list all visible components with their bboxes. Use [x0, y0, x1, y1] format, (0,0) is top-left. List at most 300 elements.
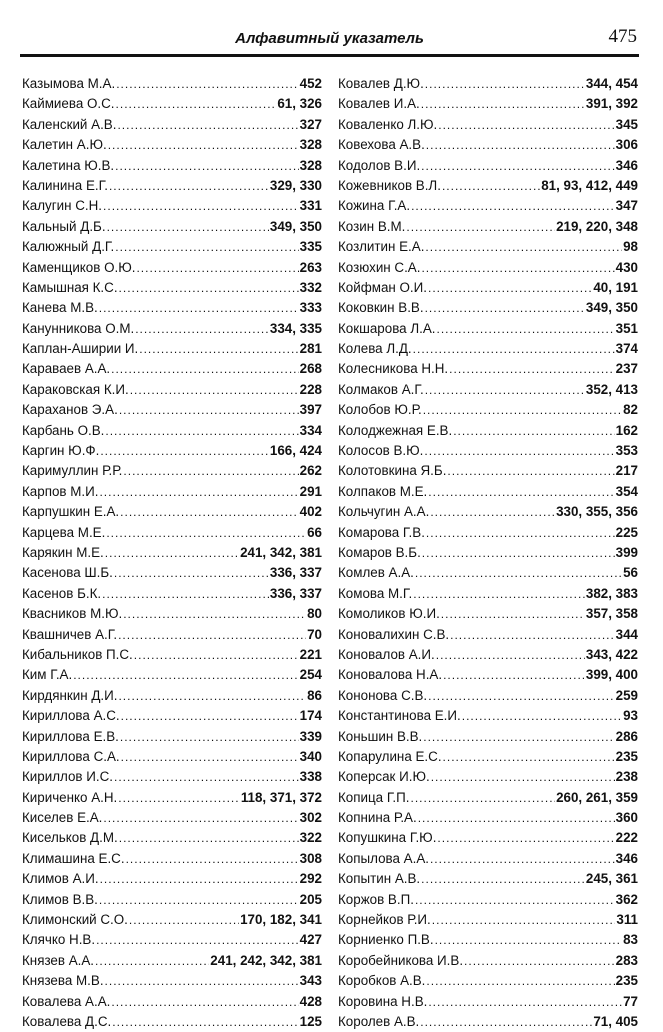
index-columns	[22, 74, 638, 1032]
entry-pages: 98	[623, 239, 638, 255]
entry-name: Квасников М.Ю.	[22, 606, 123, 622]
entry-name: Копушкина Г.Ю.	[338, 830, 437, 846]
entry-name: Колмаков А.Г.	[338, 381, 424, 397]
entry-name: Колоджежная Е.В.	[338, 422, 453, 438]
entry-pages: 353	[615, 443, 638, 459]
dot-leader	[111, 992, 298, 1012]
dot-leader	[116, 94, 277, 114]
index-column-left	[22, 74, 322, 1032]
entry-pages: 311	[616, 912, 638, 928]
index-entry	[22, 258, 322, 278]
index-entry	[22, 74, 322, 94]
index-entry	[22, 992, 322, 1012]
dot-leader	[103, 196, 299, 216]
index-entry	[338, 625, 638, 645]
entry-pages: 336, 337	[269, 585, 322, 601]
dot-leader	[426, 523, 615, 543]
entry-pages: 66	[307, 524, 322, 540]
entry-name: Ковалева А.А.	[22, 993, 111, 1009]
entry-pages: 306	[615, 137, 638, 153]
dot-leader	[100, 441, 269, 461]
entry-pages: 308	[299, 850, 322, 866]
entry-pages: 241, 342, 381	[240, 544, 322, 560]
entry-name: Климов А.И.	[22, 871, 99, 887]
index-entry	[22, 115, 322, 135]
entry-pages: 221	[299, 646, 322, 662]
entry-name: Копытин А.В.	[338, 871, 421, 887]
entry-pages: 235	[615, 973, 638, 989]
index-entry	[338, 176, 638, 196]
index-entry	[338, 94, 638, 114]
entry-name: Коновалов А.И.	[338, 646, 435, 662]
entry-pages: 336, 337	[269, 565, 322, 581]
index-entry	[22, 604, 322, 624]
entry-pages: 174	[299, 708, 322, 724]
entry-pages: 241, 242, 342, 381	[210, 952, 322, 968]
entry-name: Кириллова С.А.	[22, 748, 120, 764]
index-entry	[338, 1012, 638, 1032]
index-entry	[22, 869, 322, 889]
dot-leader	[411, 196, 615, 216]
entry-pages: 93	[623, 708, 638, 724]
entry-pages: 334, 335	[269, 320, 322, 336]
entry-pages: 362	[615, 891, 638, 907]
dot-leader	[109, 176, 269, 196]
dot-leader	[426, 135, 615, 155]
entry-name: Комова М.Г.	[338, 585, 413, 601]
entry-pages: 399, 400	[585, 667, 638, 683]
entry-pages: 77	[623, 993, 638, 1009]
dot-leader	[443, 665, 585, 685]
entry-pages: 344	[615, 626, 638, 642]
entry-pages: 70	[307, 626, 322, 642]
index-entry	[338, 421, 638, 441]
index-entry	[338, 237, 638, 257]
index-entry	[338, 298, 638, 318]
entry-pages: 346	[615, 850, 638, 866]
index-entry	[22, 339, 322, 359]
index-entry	[338, 890, 638, 910]
dot-leader	[115, 237, 298, 257]
index-entry	[22, 1012, 322, 1032]
entry-name: Колобов Ю.Р.	[338, 402, 422, 418]
index-entry	[338, 767, 638, 787]
entry-pages: 329, 330	[269, 177, 322, 193]
entry-pages: 345	[615, 116, 638, 132]
entry-pages: 343, 422	[585, 646, 638, 662]
index-entry	[22, 135, 322, 155]
entry-pages: 286	[615, 728, 638, 744]
dot-leader	[107, 217, 269, 237]
entry-name: Колосов В.Ю.	[338, 443, 424, 459]
entry-name: Каплан-Аширии И.	[22, 341, 139, 357]
index-entry	[338, 869, 638, 889]
index-entry	[338, 135, 638, 155]
entry-name: Коробейникова И.В.	[338, 952, 464, 968]
index-entry	[22, 645, 322, 665]
entry-name: Копарулина Е.С.	[338, 748, 442, 764]
dot-leader	[118, 788, 240, 808]
entry-name: Кокшарова Л.А.	[338, 320, 436, 336]
entry-name: Кириллов И.С.	[22, 769, 114, 785]
entry-name: Карякин М.Е.	[22, 544, 104, 560]
dot-leader	[426, 971, 614, 991]
index-entry	[338, 156, 638, 176]
dot-leader	[123, 604, 306, 624]
dot-leader	[441, 604, 585, 624]
entry-name: Калугин С.Н.	[22, 198, 103, 214]
entry-name: Коньшин В.В.	[338, 728, 423, 744]
entry-pages: 83	[623, 932, 638, 948]
entry-name: Клячко Н.В.	[22, 932, 96, 948]
entry-pages: 430	[615, 259, 638, 275]
entry-name: Комоликов Ю.И.	[338, 606, 440, 622]
entry-name: Копнина Р.А.	[338, 810, 417, 826]
entry-pages: 333	[299, 300, 322, 316]
index-entry	[338, 584, 638, 604]
entry-pages: 452	[299, 76, 322, 91]
entry-pages: 330, 355, 356	[556, 504, 638, 520]
dot-leader	[436, 319, 614, 339]
entry-name: Корниенко П.В.	[338, 932, 434, 948]
dot-leader	[119, 278, 299, 298]
entry-pages: 291	[299, 483, 322, 499]
entry-pages: 219, 220, 348	[556, 218, 638, 234]
dot-leader	[117, 115, 298, 135]
index-entry	[22, 706, 322, 726]
index-entry	[22, 156, 322, 176]
dot-leader	[130, 380, 299, 400]
entry-name: Касенова Ш.Б.	[22, 565, 113, 581]
dot-leader	[425, 74, 585, 94]
entry-pages: 352, 413	[585, 381, 638, 397]
index-entry	[338, 808, 638, 828]
entry-name: Королев А.В.	[338, 1013, 420, 1029]
index-entry	[22, 237, 322, 257]
entry-pages: 339	[299, 728, 322, 744]
entry-name: Князев А.А.	[22, 952, 95, 968]
index-entry	[22, 298, 322, 318]
entry-pages: 162	[615, 422, 638, 438]
index-entry	[338, 339, 638, 359]
entry-pages: 254	[299, 667, 322, 683]
entry-name: Комаров В.Б.	[338, 544, 421, 560]
dot-leader	[99, 298, 299, 318]
entry-name: Каленский А.В.	[22, 116, 117, 132]
dot-leader	[428, 278, 592, 298]
entry-name: Кирдянкин Д.И.	[22, 687, 118, 703]
entry-name: Козин В.М.	[338, 218, 406, 234]
entry-name: Карпушкин Е.А.	[22, 504, 120, 520]
dot-leader	[447, 461, 614, 481]
index-entry	[22, 278, 322, 298]
entry-name: Колесникова Н.Н.	[338, 361, 449, 377]
entry-name: Кириллова А.С.	[22, 708, 120, 724]
entry-name: Карцева М.Е.	[22, 524, 106, 540]
entry-pages: 349, 350	[269, 218, 322, 234]
dot-leader	[123, 461, 298, 481]
index-entry	[338, 359, 638, 379]
dot-leader	[415, 890, 615, 910]
dot-leader	[431, 767, 615, 787]
dot-leader	[96, 930, 299, 950]
entry-pages: 399	[615, 544, 638, 560]
index-entry	[338, 441, 638, 461]
entry-name: Комарова Г.В.	[338, 524, 425, 540]
entry-name: Коваленко Л.Ю.	[338, 116, 438, 132]
dot-leader	[430, 849, 615, 869]
entry-pages: 235	[615, 748, 638, 764]
dot-leader	[114, 563, 269, 583]
entry-name: Камышная К.С.	[22, 279, 118, 295]
index-entry	[22, 176, 322, 196]
dot-leader	[425, 237, 622, 257]
entry-pages: 61, 326	[277, 96, 322, 112]
entry-pages: 374	[615, 341, 638, 357]
dot-leader	[134, 645, 299, 665]
entry-pages: 259	[615, 687, 638, 703]
index-entry	[22, 359, 322, 379]
dot-leader	[422, 543, 615, 563]
dot-leader	[139, 339, 298, 359]
index-entry	[22, 502, 322, 522]
entry-name: Кожевников В.Л.	[338, 177, 441, 193]
entry-pages: 262	[299, 463, 322, 479]
index-entry	[338, 604, 638, 624]
index-entry	[338, 400, 638, 420]
entry-name: Князева М.В.	[22, 973, 104, 989]
index-entry	[338, 563, 638, 583]
dot-leader	[116, 74, 298, 94]
entry-pages: 86	[307, 687, 322, 703]
dot-leader	[425, 380, 585, 400]
index-entry	[338, 849, 638, 869]
entry-name: Каймиева О.С.	[22, 96, 115, 112]
entry-pages: 82	[623, 402, 638, 418]
entry-pages: 225	[615, 524, 638, 540]
dot-leader	[425, 298, 585, 318]
entry-name: Константинова Е.И.	[338, 708, 461, 724]
entry-name: Климов В.В.	[22, 891, 98, 907]
header-title: Алфавитный указатель	[235, 30, 424, 47]
entry-pages: 125	[299, 1013, 322, 1029]
dot-leader	[453, 421, 614, 441]
dot-leader	[423, 727, 614, 747]
entry-pages: 343	[299, 973, 322, 989]
index-entry	[22, 951, 322, 971]
entry-name: Коперсак И.Ю.	[338, 769, 430, 785]
index-entry	[22, 625, 322, 645]
entry-name: Каменщиков О.Ю.	[22, 259, 136, 275]
dot-leader	[105, 543, 239, 563]
entry-pages: 56	[623, 565, 638, 581]
entry-pages: 328	[299, 137, 322, 153]
index-column-right	[338, 74, 638, 1032]
dot-leader	[136, 258, 298, 278]
index-entry	[22, 971, 322, 991]
index-entry	[22, 930, 322, 950]
entry-name: Корнейков Р.И.	[338, 912, 431, 928]
entry-name: Коробков А.В.	[338, 973, 426, 989]
dot-leader	[443, 747, 615, 767]
entry-name: Кожина Г.А.	[338, 198, 411, 214]
entry-name: Климашина Е.С.	[22, 850, 125, 866]
index-entry	[22, 523, 322, 543]
entry-pages: 428	[299, 993, 322, 1009]
entry-pages: 349, 350	[585, 300, 638, 316]
dot-leader	[99, 890, 299, 910]
entry-pages: 205	[299, 891, 322, 907]
running-header	[20, 24, 639, 54]
entry-name: Кальный Д.Б.	[22, 218, 106, 234]
index-entry	[22, 319, 322, 339]
index-entry	[22, 727, 322, 747]
dot-leader	[435, 930, 623, 950]
entry-name: Колпаков М.Е.	[338, 483, 428, 499]
dot-leader	[418, 808, 615, 828]
dot-leader	[112, 1012, 298, 1032]
entry-name: Кодолов В.И.	[338, 157, 421, 173]
entry-pages: 391, 392	[585, 96, 638, 112]
entry-pages: 334	[299, 422, 322, 438]
entry-pages: 238	[615, 769, 638, 785]
dot-leader	[450, 625, 615, 645]
entry-name: Колева Л.Д.	[338, 341, 412, 357]
entry-pages: 292	[299, 871, 322, 887]
index-entry	[22, 808, 322, 828]
entry-pages: 328	[299, 157, 322, 173]
entry-pages: 338	[299, 769, 322, 785]
entry-pages: 263	[299, 259, 322, 275]
entry-name: Калетина Ю.В.	[22, 157, 115, 173]
dot-leader	[437, 828, 614, 848]
index-entry	[338, 258, 638, 278]
dot-leader	[421, 258, 614, 278]
entry-pages: 71, 405	[593, 1013, 638, 1029]
dot-leader	[121, 706, 299, 726]
dot-leader	[135, 319, 269, 339]
entry-pages: 228	[299, 381, 322, 397]
dot-leader	[421, 156, 614, 176]
index-entry	[338, 992, 638, 1012]
entry-name: Коновалова Н.А.	[338, 667, 443, 683]
index-entry	[338, 523, 638, 543]
entry-name: Кононова С.В.	[338, 687, 428, 703]
dot-leader	[119, 400, 299, 420]
entry-name: Карбань О.В.	[22, 422, 105, 438]
index-entry	[338, 828, 638, 848]
entry-name: Квашничев А.Г.	[22, 626, 118, 642]
index-entry	[338, 951, 638, 971]
entry-name: Коржов В.П.	[338, 891, 414, 907]
dot-leader	[108, 135, 299, 155]
dot-leader	[106, 523, 306, 543]
index-entry	[338, 686, 638, 706]
index-entry	[22, 461, 322, 481]
entry-pages: 81, 93, 412, 449	[541, 177, 638, 193]
index-entry	[22, 482, 322, 502]
entry-name: Кириченко А.Н.	[22, 789, 118, 805]
entry-name: Козлитин Е.А.	[338, 239, 425, 255]
dot-leader	[120, 727, 299, 747]
entry-pages: 118, 371, 372	[240, 789, 322, 805]
dot-leader	[103, 808, 298, 828]
page-number: 475	[608, 26, 637, 47]
entry-pages: 331	[299, 198, 322, 214]
dot-leader	[424, 441, 614, 461]
entry-pages: 354	[615, 483, 638, 499]
entry-name: Караваев А.А.	[22, 361, 111, 377]
dot-leader	[464, 951, 615, 971]
dot-leader	[415, 563, 622, 583]
entry-pages: 166, 424	[269, 443, 322, 459]
dot-leader	[120, 502, 299, 522]
entry-pages: 245, 361	[585, 871, 638, 887]
index-entry	[338, 380, 638, 400]
entry-name: Кольчугин А.А.	[338, 504, 430, 520]
entry-name: Койфман О.И.	[338, 279, 427, 295]
entry-name: Каримуллин Р.Р.	[22, 463, 123, 479]
entry-pages: 222	[615, 830, 638, 846]
index-entry	[338, 747, 638, 767]
dot-leader	[129, 910, 239, 930]
dot-leader	[118, 625, 306, 645]
dot-leader	[438, 115, 614, 135]
dot-leader	[95, 951, 209, 971]
index-entry	[22, 563, 322, 583]
entry-name: Калинина Е.Г.	[22, 177, 108, 193]
entry-pages: 382, 383	[585, 585, 638, 601]
entry-pages: 80	[307, 606, 322, 622]
entry-pages: 322	[299, 830, 322, 846]
entry-name: Калюжный Д.Г.	[22, 239, 115, 255]
entry-pages: 360	[615, 810, 638, 826]
dot-leader	[428, 686, 615, 706]
entry-name: Караковская К.И.	[22, 381, 129, 397]
dot-leader	[413, 584, 585, 604]
entry-name: Кисельков Д.М.	[22, 830, 118, 846]
index-entry	[338, 727, 638, 747]
index-entry	[22, 380, 322, 400]
entry-name: Коковкин В.В.	[338, 300, 424, 316]
entry-name: Кириллова Е.В.	[22, 728, 119, 744]
entry-pages: 427	[299, 932, 322, 948]
entry-pages: 357, 358	[585, 606, 638, 622]
dot-leader	[413, 339, 615, 359]
entry-pages: 283	[615, 952, 638, 968]
dot-leader	[421, 94, 585, 114]
dot-leader	[105, 421, 298, 441]
index-entry	[338, 502, 638, 522]
index-entry	[22, 890, 322, 910]
entry-name: Ковалев И.А.	[338, 96, 420, 112]
entry-name: Калетин А.Ю.	[22, 137, 107, 153]
index-entry	[338, 196, 638, 216]
dot-leader	[423, 400, 622, 420]
entry-name: Караханов Э.А.	[22, 402, 118, 418]
index-entry	[338, 115, 638, 135]
entry-name: Канунникова О.М.	[22, 320, 135, 336]
header-rule	[20, 54, 639, 57]
index-entry	[22, 828, 322, 848]
entry-pages: 340	[299, 748, 322, 764]
entry-name: Киселев Е.А.	[22, 810, 103, 826]
index-entry	[338, 319, 638, 339]
index-entry	[338, 543, 638, 563]
index-entry	[338, 930, 638, 950]
dot-leader	[119, 828, 299, 848]
dot-leader	[421, 869, 585, 889]
